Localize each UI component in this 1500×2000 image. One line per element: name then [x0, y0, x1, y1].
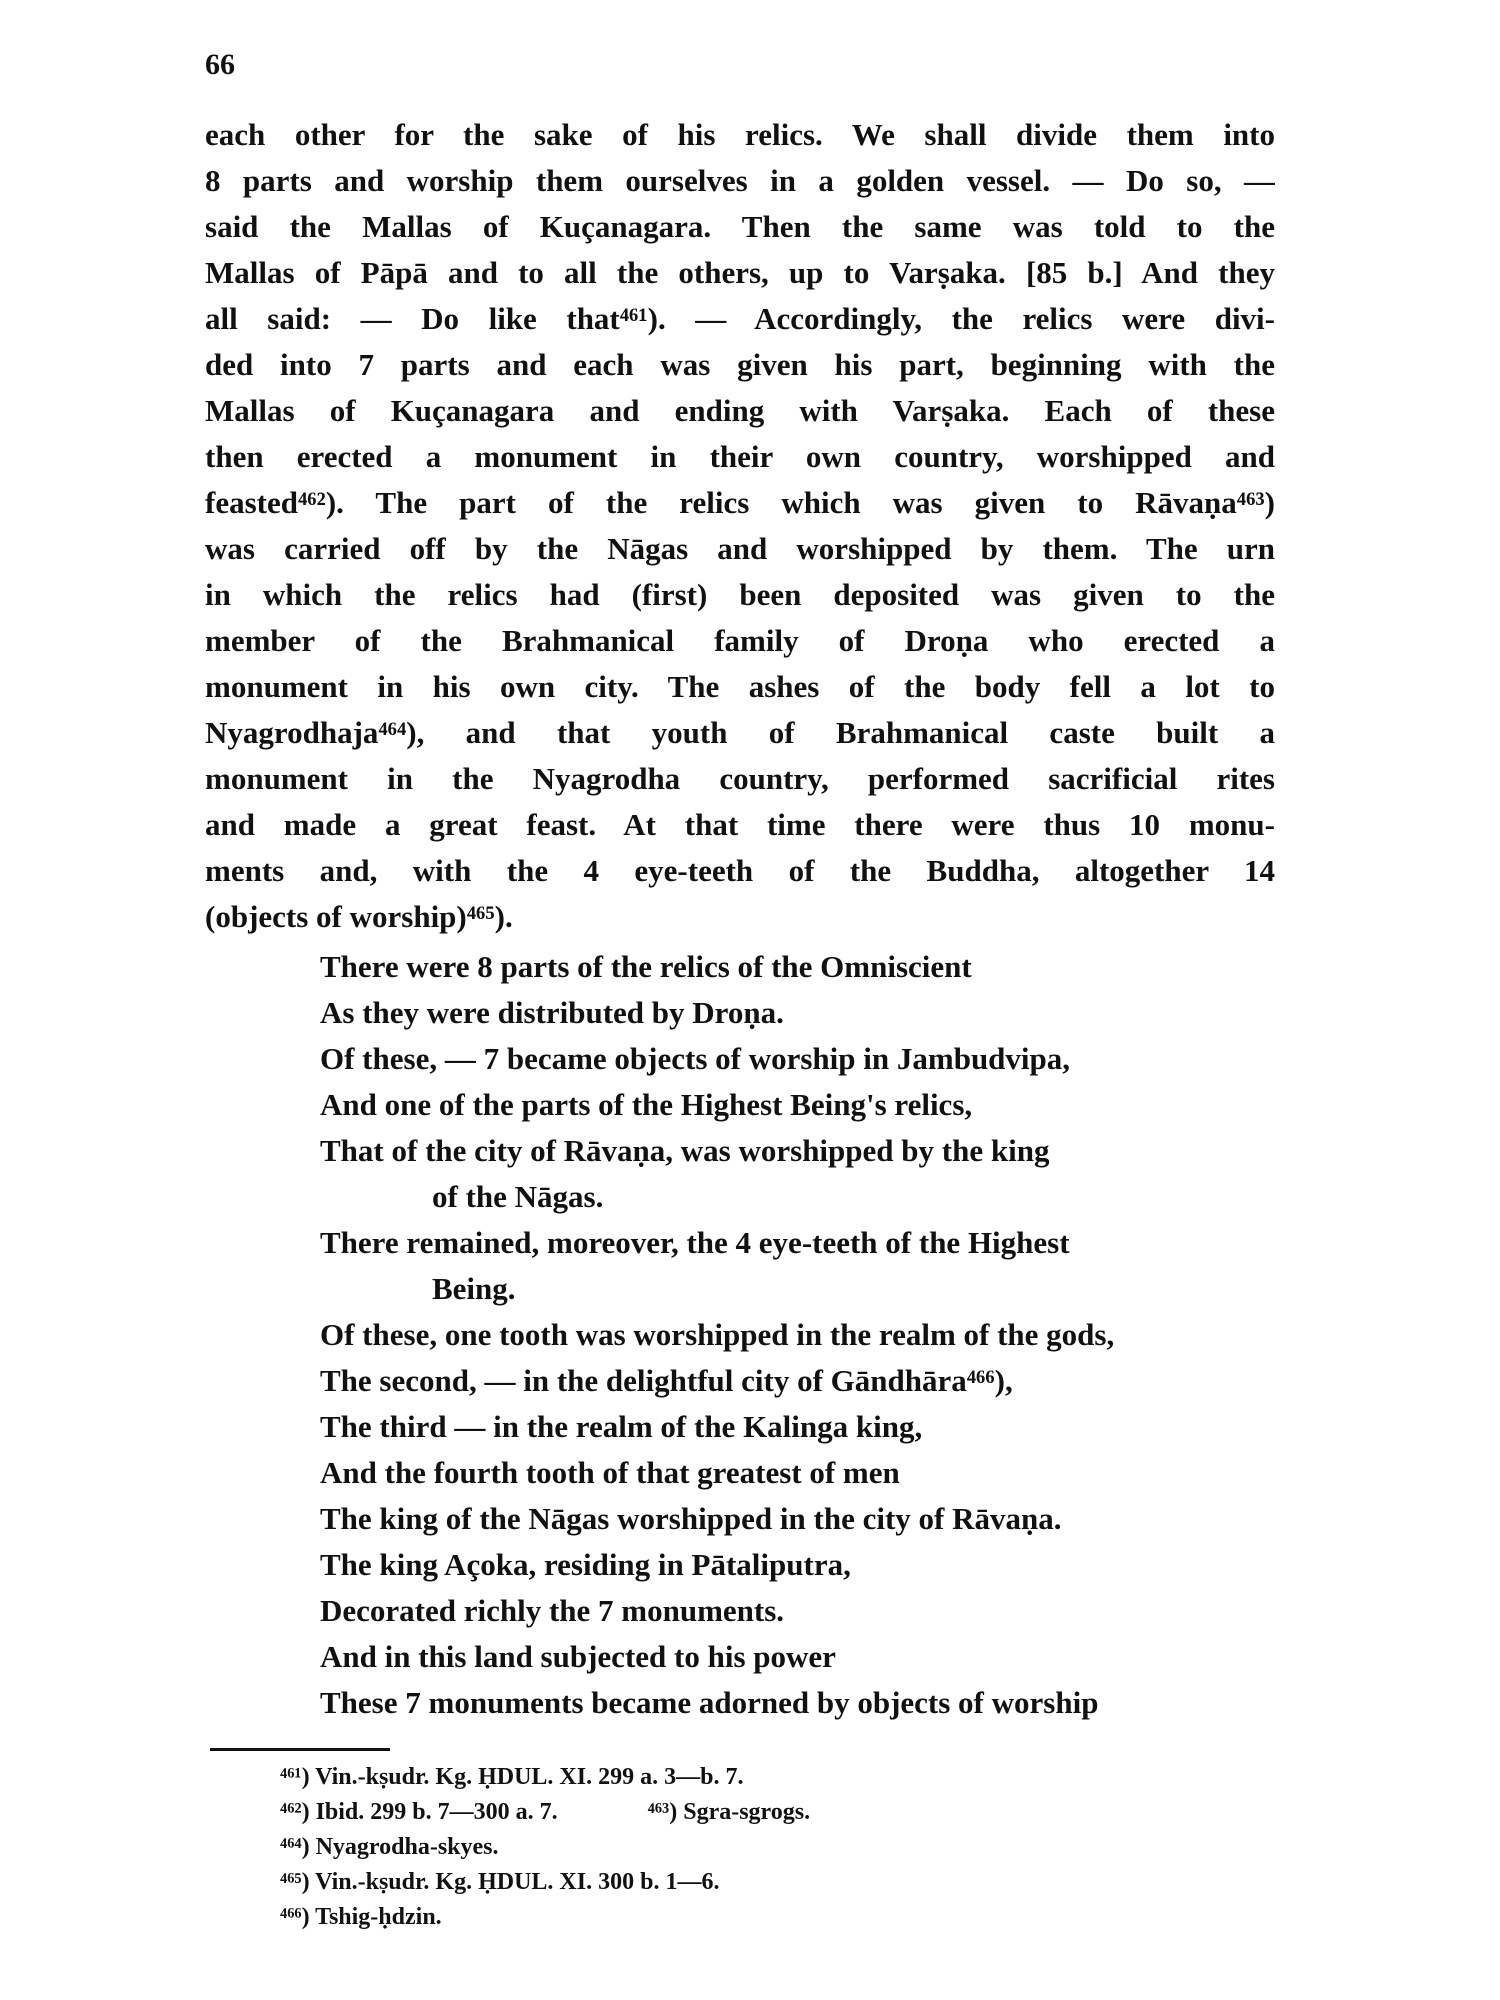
footnotes: [280, 1760, 1180, 1935]
verse-line: And one of the parts of the Highest Being's relics,: [320, 1087, 973, 1122]
verse-line: These 7 monuments became adorned by objects of worship: [320, 1685, 1099, 1720]
footnote-462: ⁴⁶²) Ibid. 299 b. 7—300 a. 7.: [280, 1799, 558, 1825]
prose-line: member of the Brahmanical family of Droṇa who erected a: [205, 623, 1275, 658]
verse-line: There remained, moreover, the 4 eye-teeth of the Highest: [320, 1225, 1070, 1260]
prose-line: feasted⁴⁶²). The part of the relics which was given to Rāvaṇa⁴⁶³): [205, 485, 1275, 520]
prose-line: was carried off by the Nāgas and worshipped by them. The urn: [205, 531, 1275, 566]
verse-line: The king Açoka, residing in Pātaliputra,: [320, 1547, 851, 1582]
prose-line: ded into 7 parts and each was given his part, beginning with the: [205, 347, 1275, 382]
verse-line: As they were distributed by Droṇa.: [320, 995, 784, 1030]
page-number: 66: [205, 48, 235, 81]
verse-line: of the Nāgas.: [432, 1179, 604, 1214]
prose-line: each other for the sake of his relics. We shall divide them into: [205, 117, 1275, 152]
prose-line: then erected a monument in their own country, worshipped and: [205, 439, 1275, 474]
footnote-464: ⁴⁶⁴) Nyagrodha-skyes.: [280, 1834, 499, 1860]
prose-line: all said: — Do like that⁴⁶¹). — Accordingly, the relics were divi-: [205, 301, 1275, 336]
footnote-461: ⁴⁶¹) Vin.-kṣudr. Kg. ḤDUL. XI. 299 a. 3—b. 7.: [280, 1764, 744, 1790]
prose-line: monument in the Nyagrodha country, performed sacrificial rites: [205, 761, 1275, 796]
verse-line: Decorated richly the 7 monuments.: [320, 1593, 785, 1628]
prose-line: said the Mallas of Kuçanagara. Then the same was told to the: [205, 209, 1275, 244]
prose-line: Mallas of Kuçanagara and ending with Varṣaka. Each of these: [205, 393, 1275, 428]
footnote-row-462-463: [280, 1795, 1180, 1830]
verse-line: Of these, — 7 became objects of worship in Jambudvipa,: [320, 1041, 1071, 1076]
verse-line: Being.: [432, 1271, 516, 1306]
verse-line: The second, — in the delightful city of Gāndhāra⁴⁶⁶),: [320, 1363, 1013, 1398]
footnote-465: ⁴⁶⁵) Vin.-kṣudr. Kg. ḤDUL. XI. 300 b. 1—6.: [280, 1869, 720, 1895]
prose-line: and made a great feast. At that time there were thus 10 monu-: [205, 807, 1275, 842]
prose-line: 8 parts and worship them ourselves in a golden vessel. — Do so, —: [205, 163, 1275, 198]
prose-line: Nyagrodhaja⁴⁶⁴), and that youth of Brahmanical caste built a: [205, 715, 1275, 750]
prose-block: [205, 112, 1275, 940]
verse-line: There were 8 parts of the relics of the Omniscient: [320, 949, 972, 984]
footnote-divider: [210, 1748, 390, 1751]
verse-line: And the fourth tooth of that greatest of men: [320, 1455, 900, 1490]
prose-line: (objects of worship)⁴⁶⁵).: [205, 899, 513, 934]
prose-line: monument in his own city. The ashes of the body fell a lot to: [205, 669, 1275, 704]
verse-line: The king of the Nāgas worshipped in the city of Rāvaṇa.: [320, 1501, 1062, 1536]
prose-line: Mallas of Pāpā and to all the others, up to Varṣaka. [85 b.] And they: [205, 255, 1275, 290]
footnote-466: ⁴⁶⁶) Tshig-ḥdzin.: [280, 1904, 442, 1930]
prose-line: in which the relics had (first) been deposited was given to the: [205, 577, 1275, 612]
footnote-463: ⁴⁶³) Sgra-sgrogs.: [647, 1799, 811, 1825]
prose-line: ments and, with the 4 eye-teeth of the Buddha, altogether 14: [205, 853, 1275, 888]
verse-line: The third — in the realm of the Kalinga king,: [320, 1409, 923, 1444]
verse-line: And in this land subjected to his power: [320, 1639, 836, 1674]
verse-line: That of the city of Rāvaṇa, was worshipped by the king: [320, 1133, 1050, 1168]
verse-block: [320, 944, 1280, 1726]
verse-line: Of these, one tooth was worshipped in the realm of the gods,: [320, 1317, 1115, 1352]
